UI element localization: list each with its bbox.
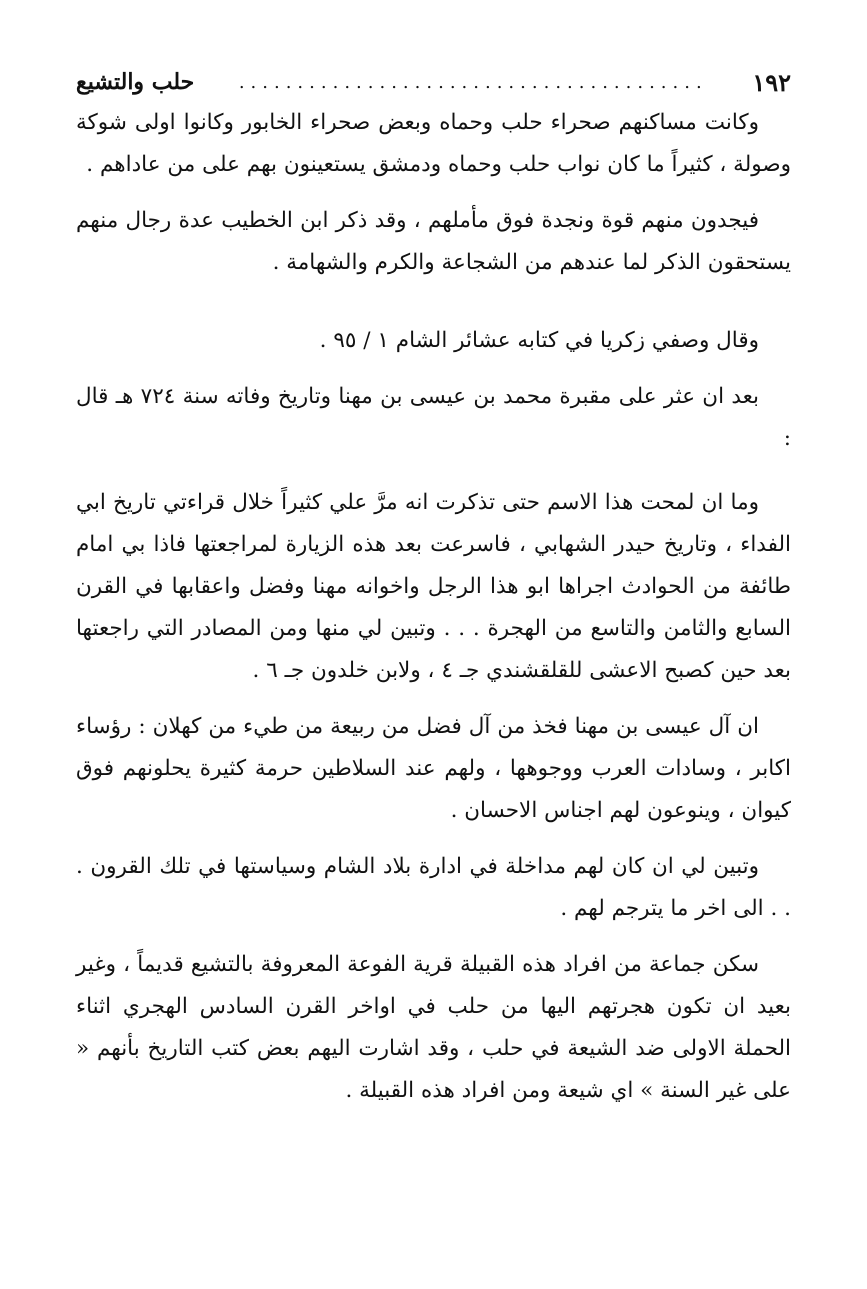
- running-header: [76, 62, 791, 102]
- paragraph-4: بعد ان عثر على مقبرة محمد بن عيسى بن مهنا وتاريخ وفاته سنة ٧٢٤ هـ قال :: [76, 384, 791, 451]
- page-number: ١٩٢: [752, 67, 791, 97]
- paragraph-6: ان آل عيسى بن مهنا فخذ من آل فضل من ربيعة من طيء من كهلان : رؤساء اكابر ، وسادات العرب ووجوهها ، ولهم عند السلاطين حرمة كثيرة يحلونهم فوق كيوان ، وينوعون لهم اجناس الاحسان .: [76, 714, 791, 823]
- paragraph-2: فيجدون منهم قوة ونجدة فوق مأملهم ، وقد ذكر ابن الخطيب عدة رجال منهم يستحقون الذكر لما عندهم من الشجاعة والكرم والشهامة .: [76, 208, 791, 275]
- paragraph-3: وقال وصفي زكريا في كتابه عشائر الشام ١ / ٩٥ .: [319, 328, 759, 353]
- running-title: حلب والتشيع: [76, 69, 195, 95]
- paragraph-5: وما ان لمحت هذا الاسم حتى تذكرت انه مرَّ علي كثيراً خلال قراءتي تاريخ ابي الفداء ، وتاريخ حيدر الشهابي ، فاسرعت بعد هذه الزيارة لمراجعتها فاذا بي امام طائفة من الحوادث اجراها ابو هذا الرجل واخوانه مهنا وفضل واعقابها في القرن السابع والثامن والتاسع من الهجرة . . . وتبين لي منها ومن المصادر التي راجعتها بعد حين كصبح الاعشى للقلقشندي جـ ٤ ، ولابن خلدون جـ ٦ .: [76, 490, 791, 683]
- paragraph-7: وتبين لي ان كان لهم مداخلة في ادارة بلاد الشام وسياستها في تلك القرون . . . الى اخر ما يترجم لهم .: [76, 854, 791, 921]
- dot-leader: ........................................: [238, 71, 708, 93]
- paragraph-1: وكانت مساكنهم صحراء حلب وحماه وبعض صحراء الخابور وكانوا اولى شوكة وصولة ، كثيراً ما كان نواب حلب وحماه ودمشق يستعينون بهم على من عاداهم .: [76, 110, 791, 177]
- book-page: [76, 62, 791, 1112]
- paragraph-8: سكن جماعة من افراد هذه القبيلة قرية الفوعة المعروفة بالتشيع قديماً ، وغير بعيد ان تكون هجرتهم اليها من حلب في اواخر القرن السادس الهجري اثناء الحملة الاولى ضد الشيعة في حلب ، وقد اشارت اليهم بعض كتب التاريخ بأنهم « على غير السنة » اي شيعة ومن افراد هذه القبيلة .: [76, 952, 791, 1103]
